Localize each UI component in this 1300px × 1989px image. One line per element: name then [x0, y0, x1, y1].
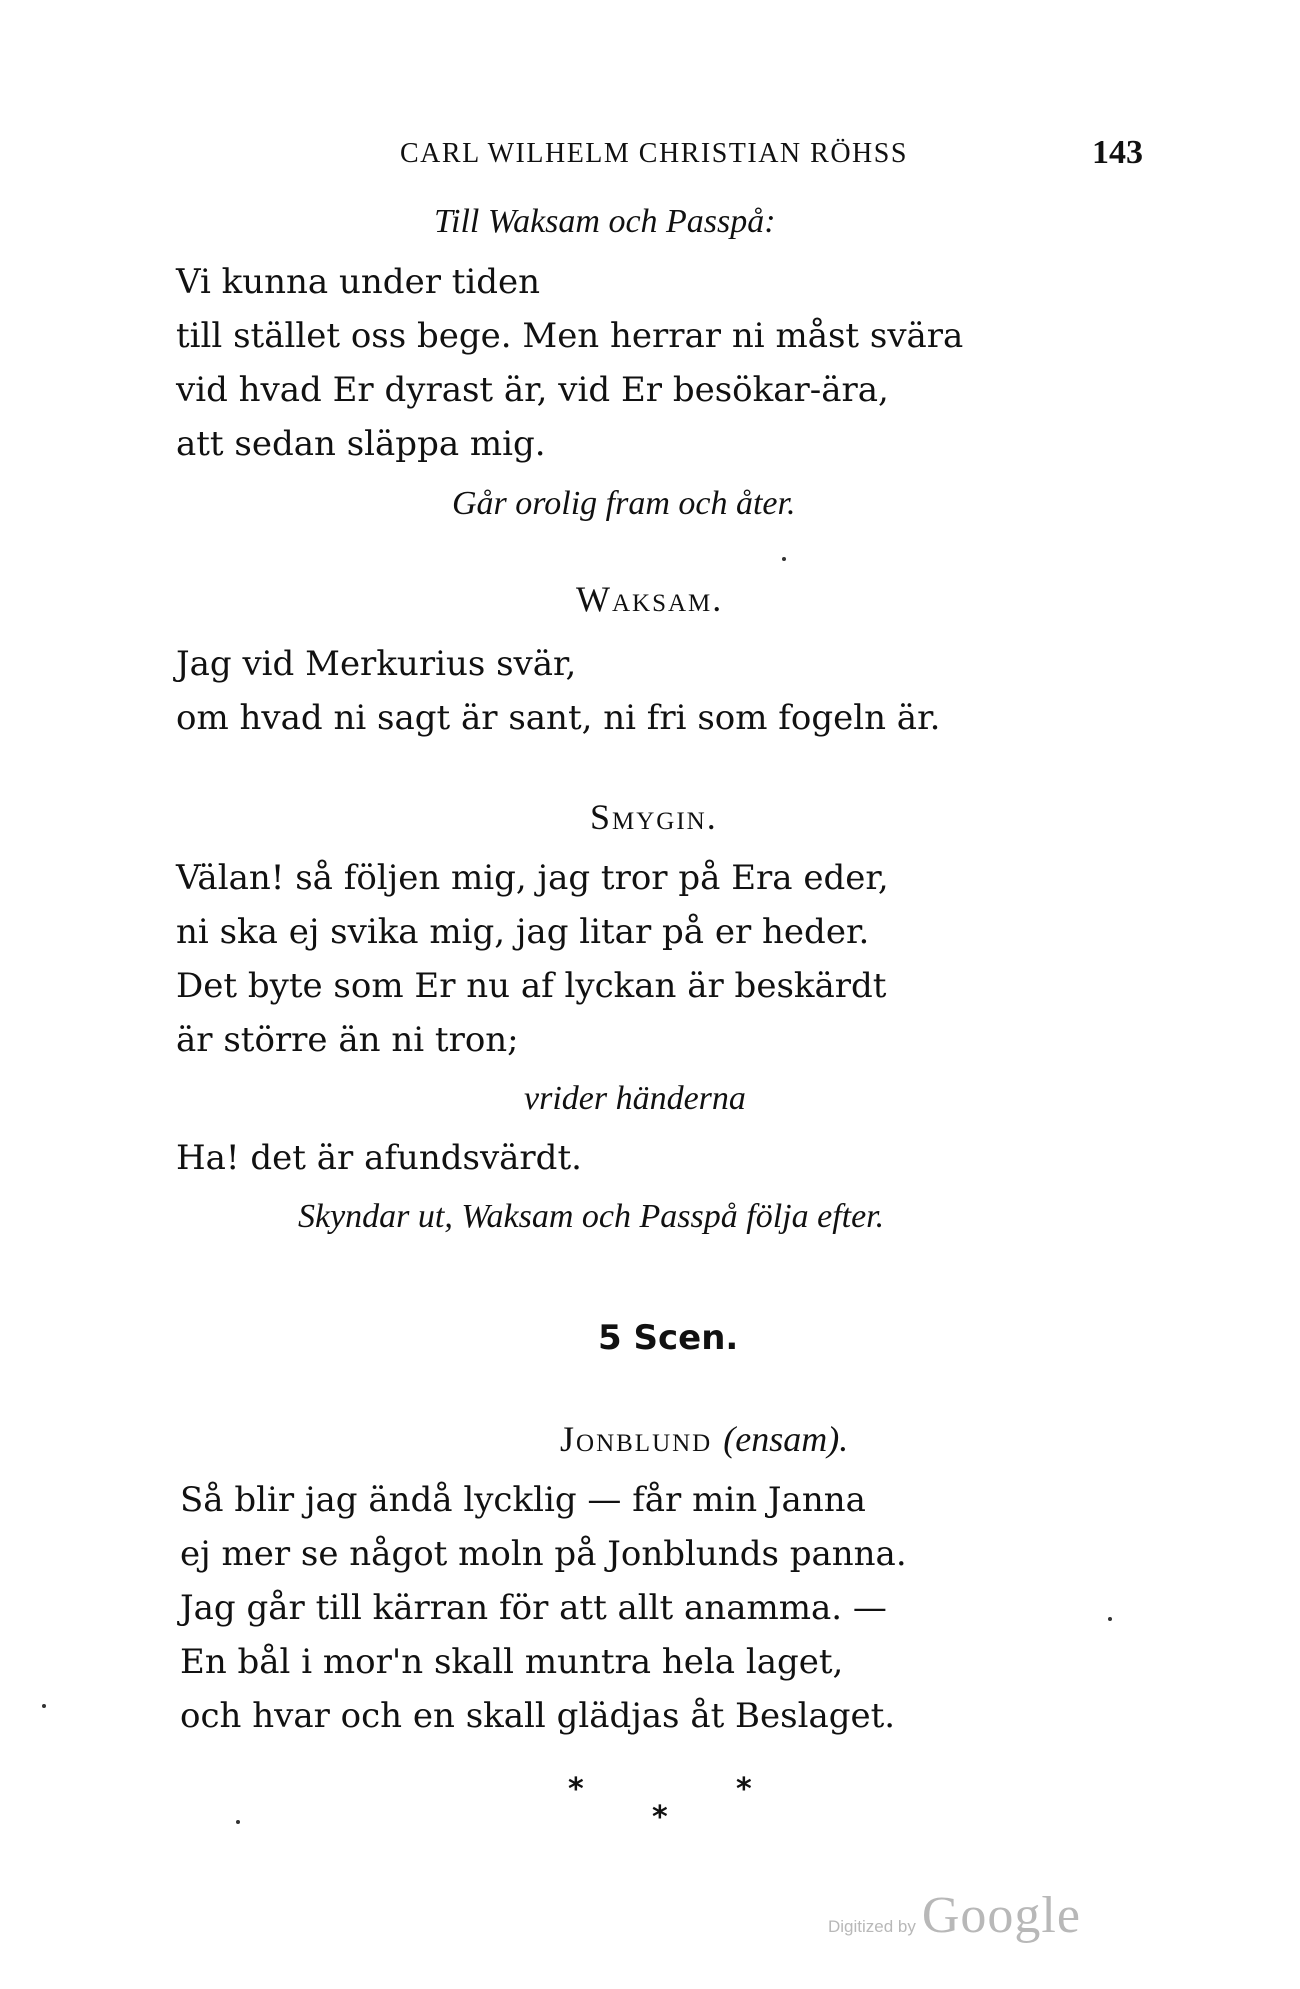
verse-line: Vi kunna under tiden: [176, 262, 541, 302]
speaker-name: Waksam.: [576, 579, 724, 619]
scan-speck: [236, 1820, 240, 1824]
scan-speck: [1108, 1617, 1112, 1621]
verse-line: Jag vid Merkurius svär,: [176, 644, 577, 684]
verse-line: till stället oss bege. Men herrar ni måst svära: [176, 316, 964, 356]
verse-line: ni ska ej svika mig, jag litar på er heder.: [176, 912, 870, 952]
running-header: CARL WILHELM CHRISTIAN RÖHSS: [400, 138, 908, 169]
scan-speck: [782, 557, 786, 561]
verse-line: om hvad ni sagt är sant, ni fri som fogeln är.: [176, 698, 941, 738]
verse-line: Det byte som Er nu af lyckan är beskärdt: [176, 966, 887, 1006]
page-number: 143: [1092, 134, 1143, 171]
stage-direction: vrider händerna: [524, 1080, 746, 1117]
asterism-star: *: [652, 1800, 668, 1835]
speaker-name: Smygin.: [590, 797, 718, 837]
verse-line: vid hvad Er dyrast är, vid Er besökar-ära,: [176, 370, 889, 410]
speaker-heading: [560, 1418, 848, 1460]
verse-line: och hvar och en skall glädjas åt Beslaget.: [180, 1696, 896, 1736]
verse-line: att sedan släppa mig.: [176, 424, 546, 464]
stage-direction: Skyndar ut, Waksam och Passpå följa efter.: [298, 1198, 885, 1235]
verse-line: Välan! så följen mig, jag tror på Era eder,: [176, 858, 889, 898]
scan-speck: [42, 1704, 46, 1708]
verse-line: Ha! det är afundsvärdt.: [176, 1138, 582, 1178]
scene-heading: 5 Scen.: [598, 1318, 739, 1358]
verse-line: är större än ni tron;: [176, 1020, 519, 1060]
verse-line: En bål i mor'n skall muntra hela laget,: [180, 1642, 844, 1682]
watermark-prefix: Digitized by: [828, 1917, 916, 1936]
google-logo: Google: [921, 1887, 1081, 1944]
verse-line: Jag går till kärran för att allt anamma. —: [180, 1588, 887, 1628]
speaker-name: Jonblund: [560, 1419, 713, 1459]
asterism-star: *: [568, 1772, 584, 1807]
digitized-watermark: [828, 1886, 1081, 1945]
verse-line: ej mer se något moln på Jonblunds panna.: [180, 1534, 907, 1574]
verse-line: Så blir jag ändå lycklig — får min Janna: [180, 1480, 866, 1520]
stage-direction: Går orolig fram och åter.: [452, 485, 796, 522]
speaker-note: (ensam).: [723, 1419, 849, 1459]
asterism-star: *: [736, 1772, 752, 1807]
stage-direction: Till Waksam och Passpå:: [434, 203, 776, 240]
